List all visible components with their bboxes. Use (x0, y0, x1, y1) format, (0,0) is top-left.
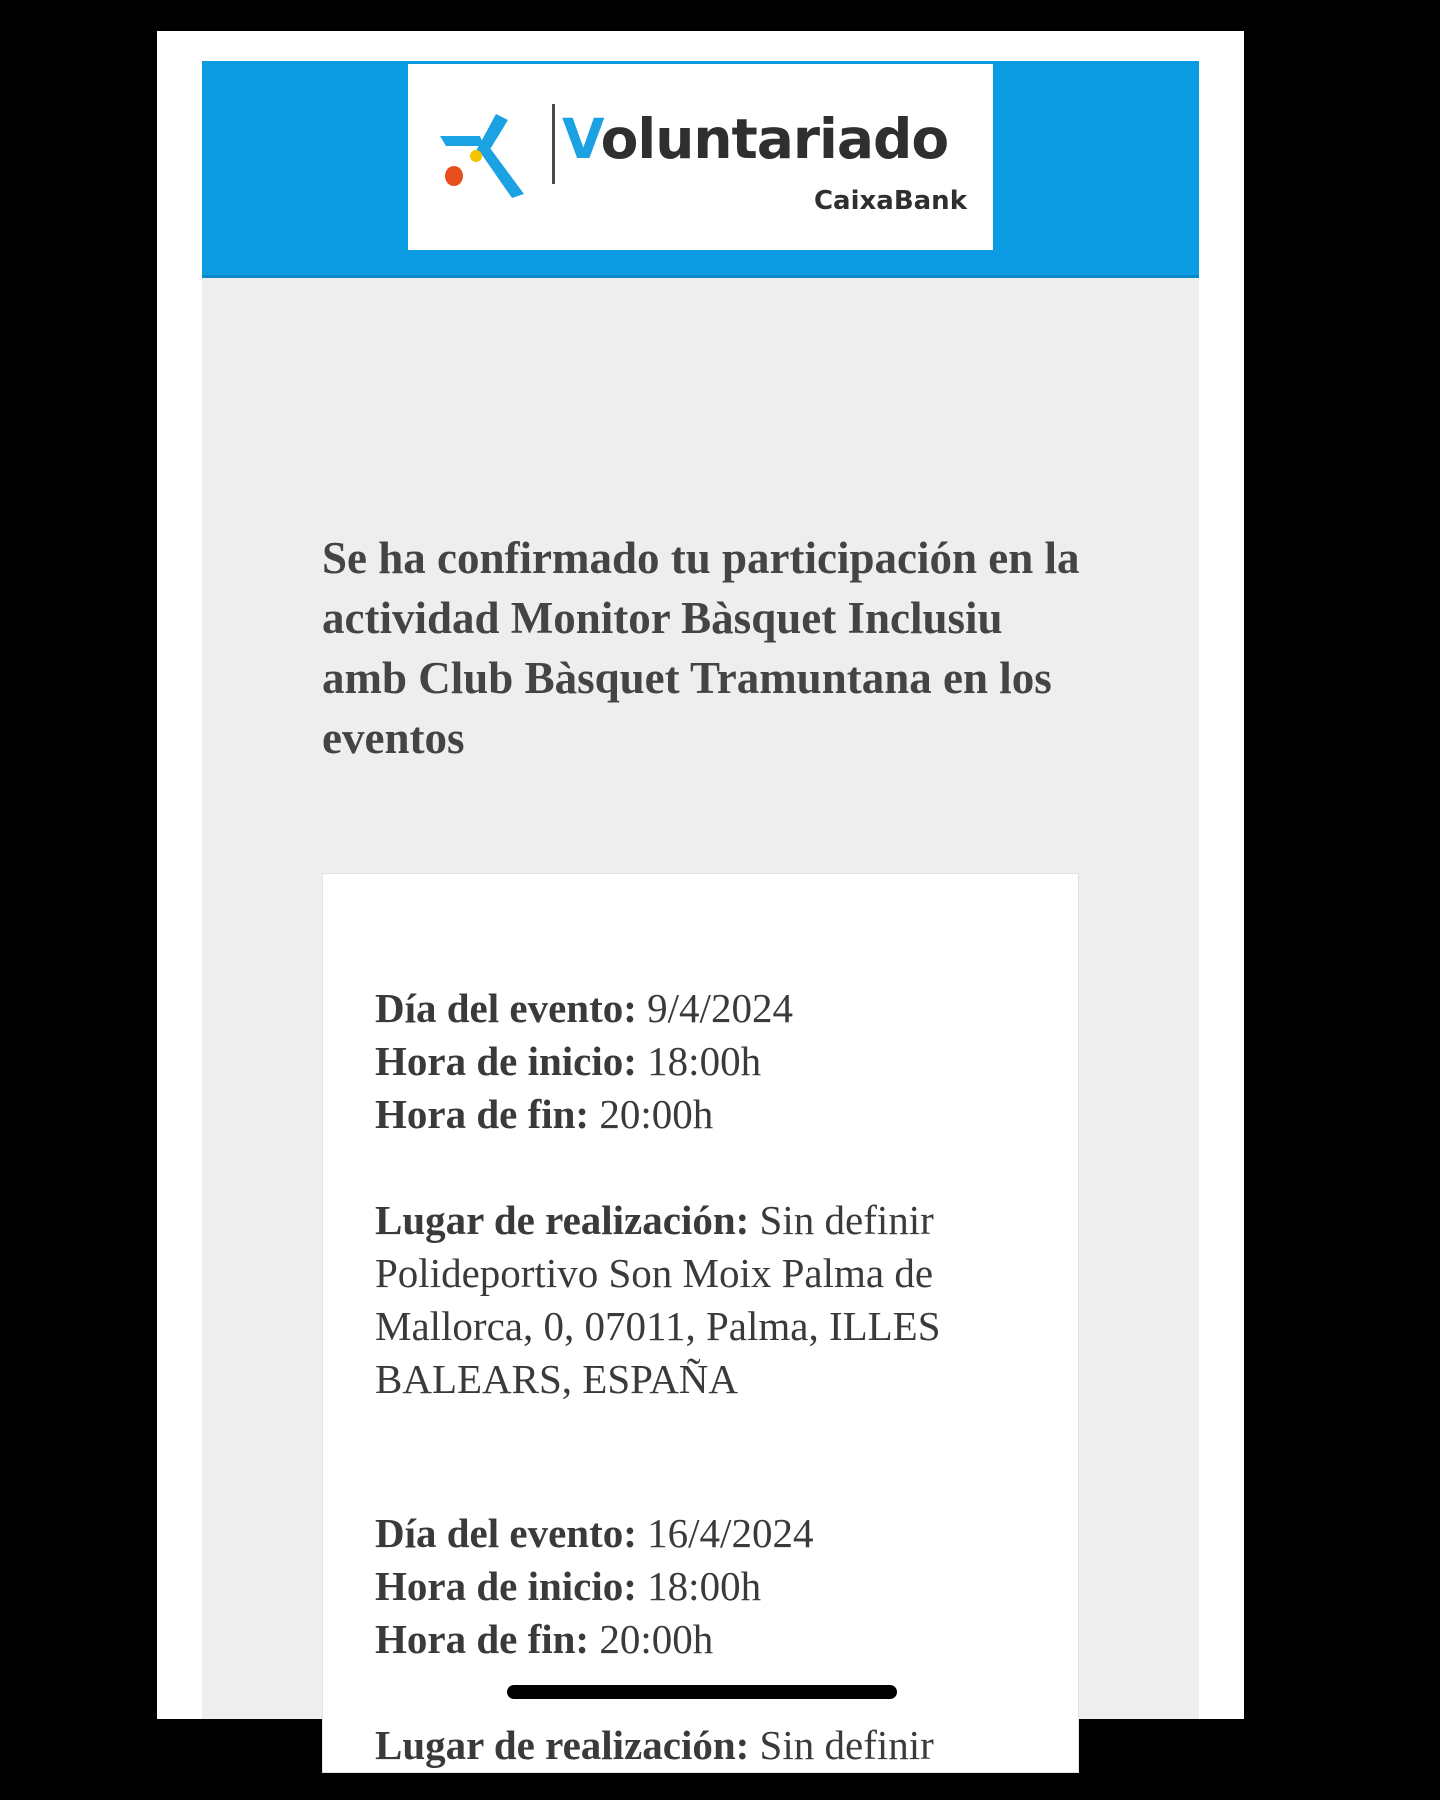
event-end-line (375, 1613, 1055, 1666)
event-date-value: 16/4/2024 (647, 1510, 814, 1556)
event-place-value: Sin definir Polideportivo Son Moix Palma de Mallorca, 0, 07011, Palma, ILLES BALEARS, ESPAÑA (375, 1197, 941, 1402)
logo-subtitle: CaixaBank (813, 186, 967, 216)
email-body (202, 278, 1199, 1768)
logo-divider (552, 104, 555, 184)
event-start-line (375, 1560, 1055, 1613)
logo-title-initial: V (562, 107, 601, 171)
event-place-label: Lugar de realización: (375, 1722, 750, 1768)
event-date-line (375, 982, 1055, 1035)
confirmation-headline: Se ha confirmado tu participación en la actividad Monitor Bàsquet Inclusiu amb Club Bàsquet Tramuntana en los eventos (322, 533, 1080, 763)
event-start-label: Hora de inicio: (375, 1038, 637, 1084)
events-card (322, 873, 1079, 1773)
logo-title (562, 107, 949, 171)
event-details (375, 982, 1055, 1406)
event-start-value: 18:00h (647, 1038, 762, 1084)
event-date-value: 9/4/2024 (647, 985, 793, 1031)
event-place-value: Sin definir (759, 1722, 934, 1768)
event-start-label: Hora de inicio: (375, 1563, 637, 1609)
event-details (375, 1507, 1055, 1772)
event-start-line (375, 1035, 1055, 1088)
event-date-label: Día del evento: (375, 985, 637, 1031)
voluntariado-logo (408, 64, 993, 250)
event-end-value: 20:00h (599, 1091, 714, 1137)
event-place-label: Lugar de realización: (375, 1197, 750, 1243)
email-header (202, 61, 1199, 278)
event-place-line (375, 1194, 1055, 1406)
event-place-line (375, 1719, 1055, 1772)
caixabank-star-icon (436, 106, 536, 201)
event-date-line (375, 1507, 1055, 1560)
home-indicator[interactable] (507, 1685, 897, 1699)
event-end-label: Hora de fin: (375, 1091, 590, 1137)
event-end-value: 20:00h (599, 1616, 714, 1662)
event-date-label: Día del evento: (375, 1510, 637, 1556)
event-end-label: Hora de fin: (375, 1616, 590, 1662)
event-end-line (375, 1088, 1055, 1141)
event-start-value: 18:00h (647, 1563, 762, 1609)
logo-title-rest: oluntariado (600, 107, 949, 171)
email-screen (157, 31, 1244, 1768)
